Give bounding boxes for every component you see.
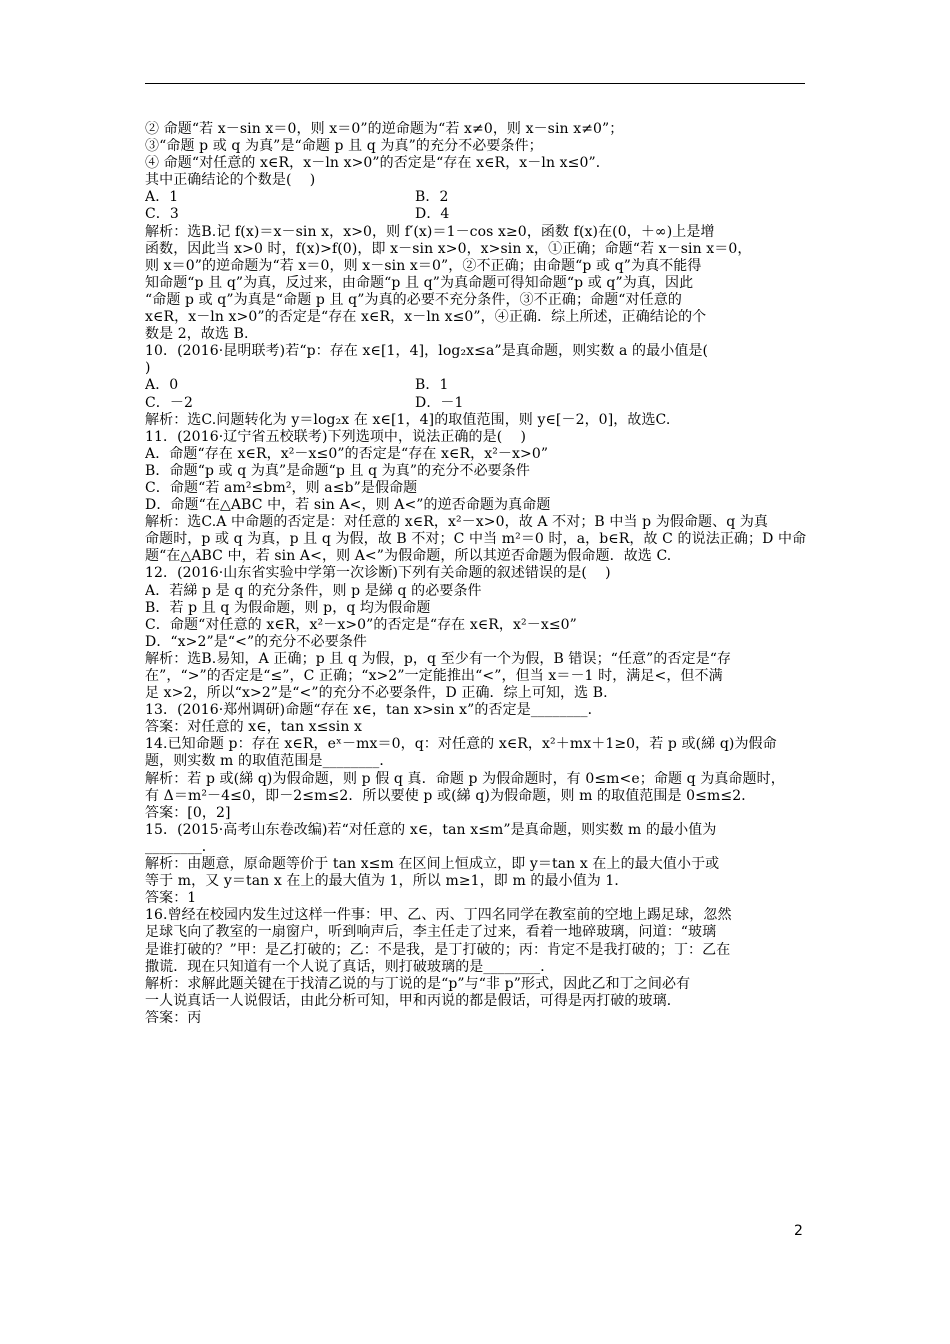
option-a: A．0 [145, 377, 179, 394]
text-line: C．命题“若 am²≤bm²，则 a≤b”是假命题 [145, 479, 418, 496]
text-line: 解析：选B.易知，A 正确；p 且 q 为假，p，q 至少有一个为假，B 错误；“任意”的否定是“存 [145, 650, 732, 667]
text-line: 其中正确结论的个数是( ) [145, 172, 316, 189]
text-line: 解析：求解此题关键在于找清乙说的与丁说的是“p”与“非 p”形式，因此乙和丁之间必有 [145, 975, 691, 992]
text-line: A．命题“存在 x∈R，x²－x≤0”的否定是“存在 x∈R，x²－x>0” [145, 445, 549, 462]
text-line: 撒谎．现在只知道有一个人说了真话，则打破玻璃的是________． [145, 958, 555, 975]
text-line: ________． [145, 838, 216, 855]
text-line: 答案：[0，2] [145, 804, 231, 821]
text-line: ② 命题“若 x－sin x＝0，则 x＝0”的逆命题为“若 x≠0，则 x－sin x≠0”； [145, 121, 624, 137]
text-line: ④ 命题“对任意的 x∈R，x－ln x>0”的否定是“存在 x∈R，x－ln x≤0”． [145, 155, 610, 172]
text-line: 10．(2016·昆明联考)若“p：存在 x∈[1，4]，log₂x≤a”是真命题，则实数 a 的最小值是( [145, 343, 709, 360]
options-row [145, 395, 813, 412]
text-line: 则 x＝0”的逆命题为“若 x＝0，则 x－sin x＝0”，②不正确；由命题“p 或 q”为真不能得 [145, 257, 702, 274]
text-line: x∈R，x－ln x>0”的否定是“存在 x∈R，x－ln x≤0”，④正确．综上所述，正确结论的个 [145, 309, 707, 326]
text-line: B．若 p 且 q 为假命题，则 p，q 均为假命题 [145, 599, 431, 616]
option-d: D．4 [415, 206, 450, 223]
text-line: 14.已知命题 p：存在 x∈R，eˣ－mx＝0，q：对任意的 x∈R，x²＋mx＋1≥0，若 p 或(綈 q)为假命 [145, 736, 777, 753]
text-line: 足球飞向了教室的一扇窗户，听到响声后，李主任走了过来，看着一地碎玻璃，问道：“玻璃 [145, 924, 717, 941]
page-number: 2 [794, 1223, 803, 1239]
text-line: A．若綈 p 是 q 的充分条件，则 p 是綈 q 的必要条件 [145, 582, 482, 599]
text-line: 函数，因此当 x>0 时，f(x)>f(0)，即 x－sin x>0，x>sin x，①正确；命题“若 x－sin x＝0， [145, 240, 752, 257]
text-line: 解析：选C.问题转化为 y＝log₂x 在 x∈[1，4]的取值范围，则 y∈[－2，0]，故选C. [145, 411, 671, 428]
option-b: B．1 [415, 377, 449, 394]
text-line: 12．(2016·山东省实验中学第一次诊断)下列有关命题的叙述错误的是( ) [145, 565, 611, 582]
text-line: 答案：对任意的 x∈，tan x≤sin x [145, 719, 362, 736]
text-line: 题，则实数 m 的取值范围是________． [145, 753, 394, 770]
text-line: 解析：由题意，原命题等价于 tan x≤m 在区间上恒成立，即 y＝tan x 在上的最大值小于或 [145, 856, 720, 873]
text-line: B．命题“p 或 q 为真”是命题“p 且 q 为真”的充分不必要条件 [145, 462, 530, 479]
option-b: B．2 [415, 189, 449, 206]
text-line: 数是 2，故选 B. [145, 326, 249, 343]
page-body [145, 121, 813, 1044]
text-line: 15．(2015·高考山东卷改编)若“对任意的 x∈，tan x≤m”是真命题，则实数 m 的最小值为 [145, 821, 717, 838]
options-row [145, 206, 813, 223]
option-c: C．－2 [145, 394, 194, 411]
text-line: 解析：选C.A 中命题的否定是：对任意的 x∈R，x²－x>0，故 A 不对；B 中当 p 为假命题、q 为真 [145, 514, 769, 531]
text-line: 解析：若 p 或(綈 q)为假命题，则 p 假 q 真．命题 p 为假命题时，有 0≤m<e；命题 q 为真命题时， [145, 770, 785, 787]
option-c: C．3 [145, 206, 179, 223]
text-line: “命题 p 或 q”为真是“命题 p 且 q”为真的必要不充分条件，③不正确；命题“对任意的 [145, 291, 682, 308]
text-line: 命题时，p 或 q 为真，p 且 q 为假，故 B 不对；C 中当 m²＝0 时，a，b∈R，故 C 的说法正确；D 中命 [145, 531, 807, 548]
text-line: 等于 m，又 y＝tan x 在上的最大值为 1，所以 m≥1，即 m 的最小值为 1． [145, 873, 629, 890]
option-a: A．1 [145, 189, 179, 206]
text-line: 解析：选B.记 f(x)＝x－sin x，x>0，则 f′(x)＝1－cos x≥0，函数 f(x)在(0，＋∞)上是增 [145, 223, 715, 240]
text-line: 一人说真话一人说假话，由此分析可知，甲和丙说的都是假话，可得是丙打破的玻璃． [145, 992, 681, 1009]
text-line: 答案：1 [145, 890, 197, 907]
text-line: 足 x>2，所以“x>2”是“<”的充分不必要条件，D 正确．综上可知，选 B. [145, 685, 608, 702]
options-row [145, 377, 813, 394]
text-line: 是谁打破的？”甲：是乙打破的；乙：不是我，是丁打破的；丙：肯定不是我打破的；丁：乙在 [145, 941, 731, 958]
header-rule [145, 83, 805, 84]
text-line: 11．(2016·辽宁省五校联考)下列选项中，说法正确的是( ) [145, 428, 527, 445]
option-d: D．－1 [415, 394, 464, 411]
text-line: 13．(2016·郑州调研)命题“存在 x∈，tan x>sin x”的否定是________． [145, 702, 602, 719]
text-line: C．命题“对任意的 x∈R，x²－x>0”的否定是“存在 x∈R，x²－x≤0” [145, 616, 577, 633]
text-line: 有 Δ＝m²－4≤0，即－2≤m≤2．所以要使 p 或(綈 q)为假命题，则 m 的取值范围是 0≤m≤2． [145, 787, 756, 804]
text-line [145, 1027, 813, 1044]
text-line: 在”，“>”的否定是“≤”，C 正确；“x>2”一定能推出“<”，但当 x＝－1 时，满足<，但不满 [145, 668, 723, 684]
options-row [145, 189, 813, 206]
text-line: 16.曾经在校园内发生过这样一件事：甲、乙、丙、丁四名同学在教室前的空地上踢足球，忽然 [145, 907, 732, 924]
text-line: D．“x>2”是“<”的充分不必要条件 [145, 633, 368, 650]
text-line: D．命题“在△ABC 中，若 sin A<，则 A<”的逆否命题为真命题 [145, 497, 551, 514]
text-line: 知命题“p 且 q”为真，反过来，由命题“p 且 q”为真命题可得知命题“p 或 q”为真，因此 [145, 274, 694, 291]
text-line: 答案：丙 [145, 1009, 202, 1026]
text-line: ③“命题 p 或 q 为真”是“命题 p 且 q 为真”的充分不必要条件； [145, 138, 543, 155]
text-line: 题“在△ABC 中，若 sin A<，则 A<”为假命题，所以其逆否命题为假命题．故选 C. [145, 548, 672, 565]
text-line: ) [145, 360, 151, 377]
